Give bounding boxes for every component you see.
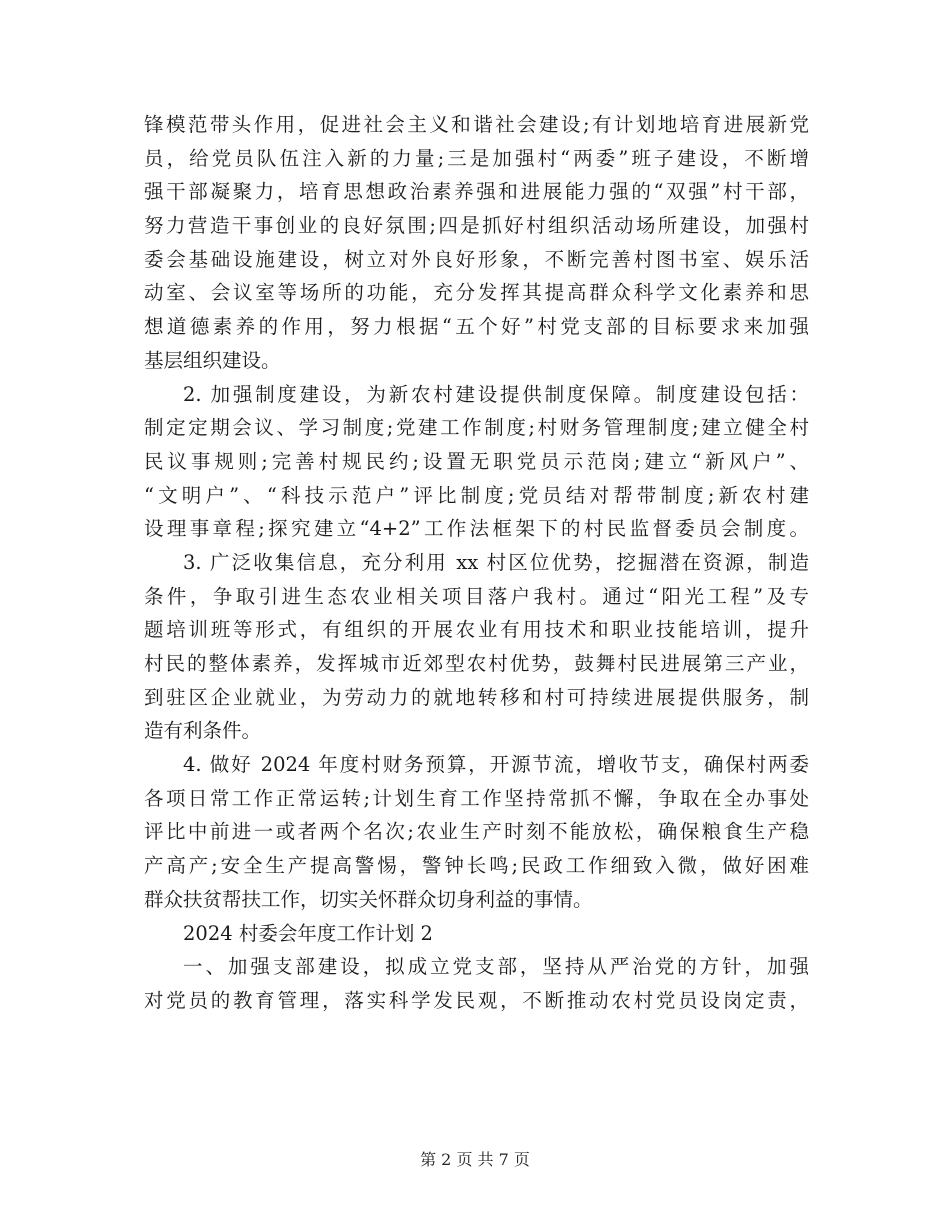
text-line: 3. 广泛收集信息，充分利用 xx 村区位优势，挖掘潜在资源，制造: [183, 550, 809, 574]
text-line: 2. 加强制度建设，为新农村建设提供制度保障。制度建设包括：: [183, 382, 809, 406]
text-line: 一、加强支部建设，拟成立党支部，坚持从严治党的方针，加强: [183, 955, 809, 979]
text-line: 各项日常工作正常运转;计划生育工作坚持常抓不懈，争取在全办事处: [144, 786, 809, 810]
text-line: 设理事章程;探究建立“4+2”工作法框架下的村民监督委员会制度。: [144, 517, 809, 541]
text-line: 条件，争取引进生态农业相关项目落户我村。通过“阳光工程”及专: [144, 584, 809, 608]
text-line: 造有利条件。: [144, 719, 262, 743]
document-body: [144, 108, 809, 1018]
text-line: 评比中前进一或者两个名次;农业生产时刻不能放松，确保粮食生产稳: [144, 820, 809, 844]
text-line: 民议事规则;完善村规民约;设置无职党员示范岗;建立“新风户”、: [144, 449, 809, 473]
text-line: 锋模范带头作用，促进社会主义和谐社会建设;有计划地培育进展新党: [144, 113, 809, 136]
text-line: 对党员的教育管理，落实科学发民观，不断推动农村党员设岗定责，: [144, 988, 809, 1012]
text-line: 4. 做好 2024 年度村财务预算，开源节流，增收节支，确保村两委: [183, 753, 809, 777]
text-line: 群众扶贫帮扶工作，切实关怀群众切身利益的事情。: [144, 887, 593, 911]
text-line: 题培训班等形式，有组织的开展农业有用技术和职业技能培训，提升: [144, 618, 809, 642]
page-footer: 第 2 页 共 7 页: [420, 1150, 530, 1169]
text-line: 到驻区企业就业，为劳动力的就地转移和村可持续进展提供服务，制: [144, 685, 809, 709]
text-line: 想道德素养的作用，努力根据“五个好”村党支部的目标要求来加强: [144, 315, 809, 339]
text-line: “文明户”、“科技示范户”评比制度;党员结对帮带制度;新农村建: [144, 483, 809, 507]
text-line: 强干部凝聚力，培育思想政治素养强和进展能力强的“双强”村干部，: [144, 180, 809, 204]
text-line: 2024 村委会年度工作计划 2: [183, 921, 433, 945]
text-line: 委会基础设施建设，树立对外良好形象，不断完善村图书室、娱乐活: [144, 247, 809, 271]
text-line: 员，给党员队伍注入新的力量;三是加强村“两委”班子建设，不断增: [144, 146, 809, 170]
text-line: 产高产;安全生产提高警惕，警钟长鸣;民政工作细致入微，做好困难: [144, 854, 809, 878]
text-line: 动室、会议室等场所的功能，充分发挥其提高群众科学文化素养和思: [144, 281, 809, 305]
text-line: 制定定期会议、学习制度;党建工作制度;村财务管理制度;建立健全村: [144, 416, 809, 440]
text-line: 村民的整体素养，发挥城市近郊型农村优势，鼓舞村民进展第三产业，: [144, 652, 809, 675]
text-line: 基层组织建设。: [144, 348, 281, 372]
text-line: 努力营造干事创业的良好氛围;四是抓好村组织活动场所建设，加强村: [144, 214, 809, 238]
